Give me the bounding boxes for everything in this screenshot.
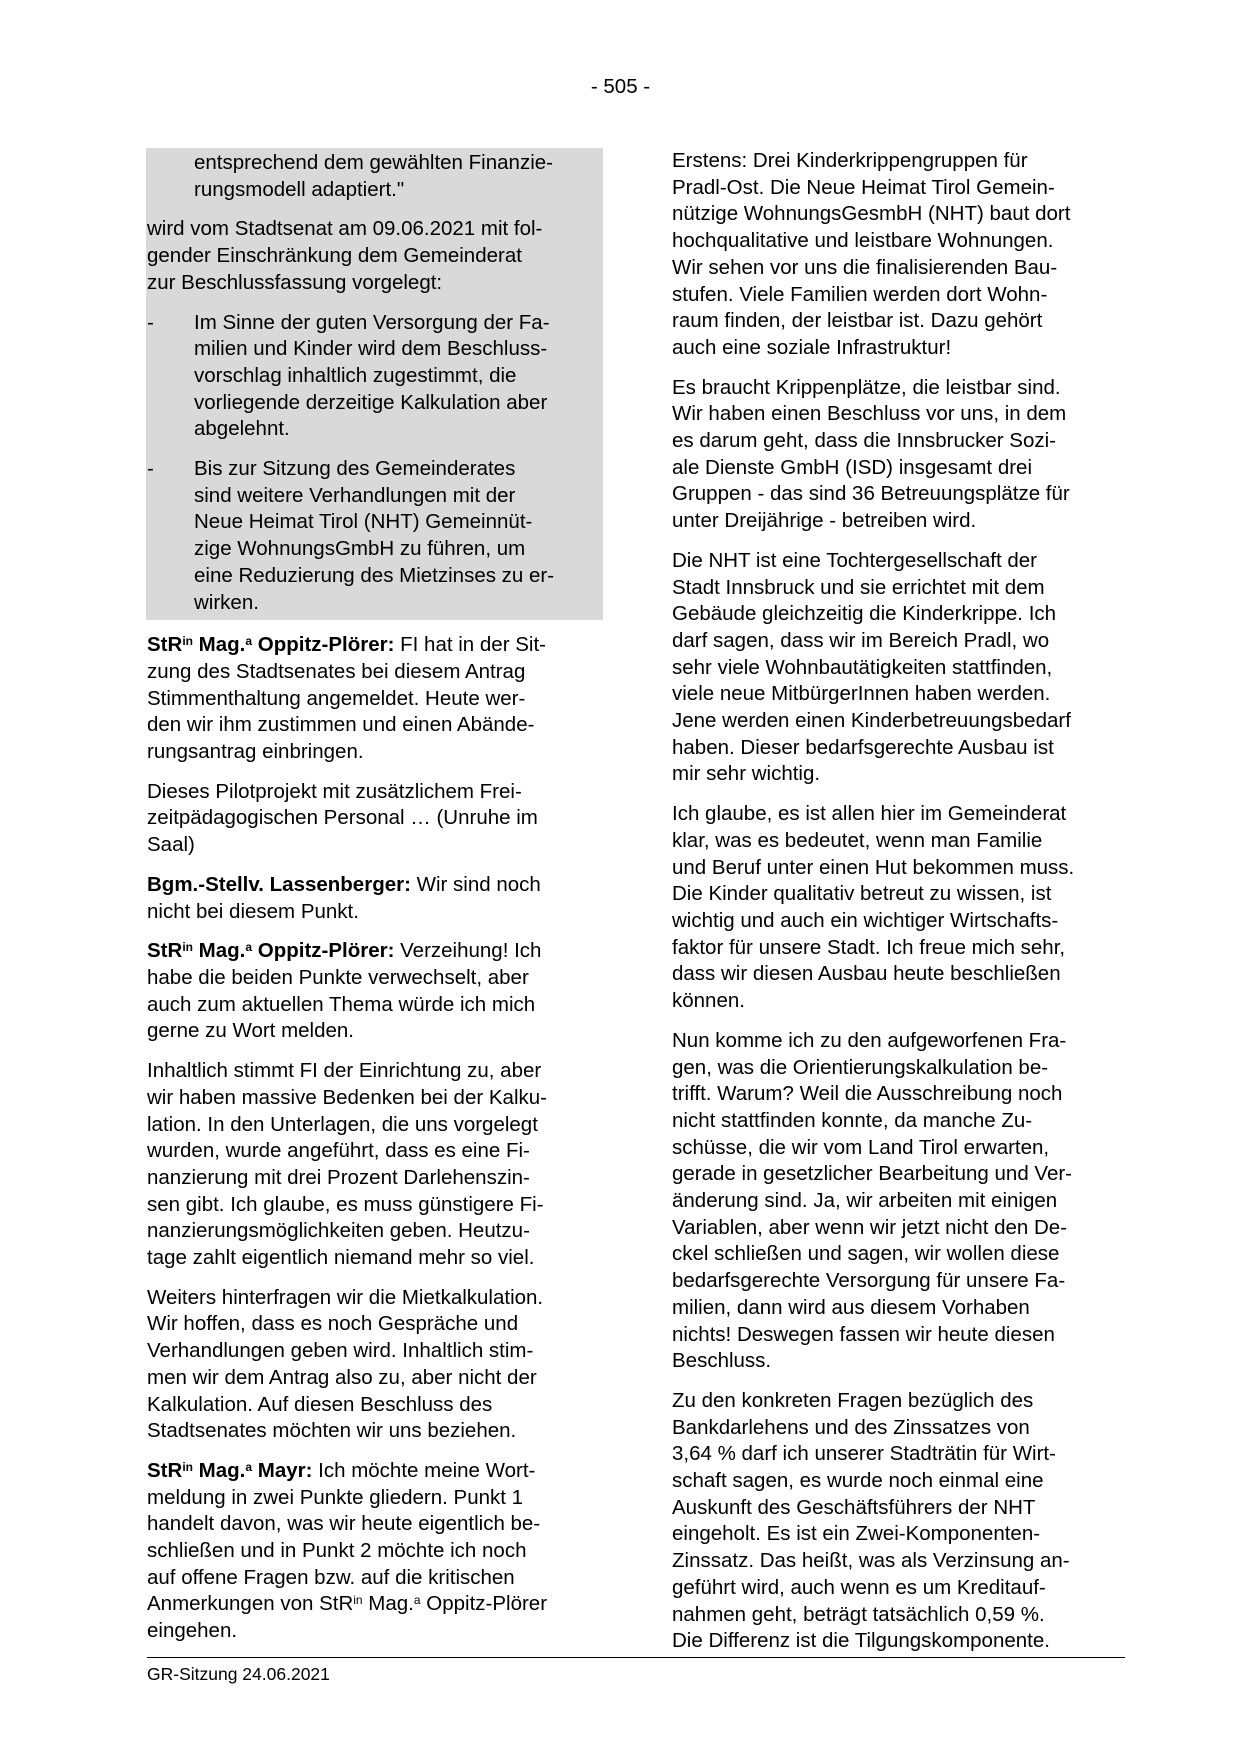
text-line <box>672 855 1124 882</box>
speaker-name-part: Oppitz-Plörer: <box>252 633 395 657</box>
text-line <box>147 632 599 659</box>
text-segment: eingeholt. Es ist ein Zwei-Komponenten- <box>672 1522 1041 1546</box>
text-segment: nanzierung mit drei Prozent Darlehenszin- <box>147 1165 530 1189</box>
text-line <box>672 228 1124 255</box>
text-segment: vorschlag inhaltlich zugestimmt, die <box>194 363 517 387</box>
text-line <box>672 508 1124 535</box>
text-line <box>194 509 599 536</box>
text-segment: sen gibt. Ich glaube, es muss günstigere Fi- <box>147 1192 544 1216</box>
text-line <box>672 401 1124 428</box>
text-segment: es darum geht, dass die Innsbrucker Sozi- <box>672 429 1056 453</box>
text-line <box>194 536 599 563</box>
text-segment: Stadtsenates möchten wir uns beziehen. <box>147 1419 517 1443</box>
text-line <box>672 881 1124 908</box>
text-segment: haben. Dieser bedarfsgerechte Ausbau ist <box>672 735 1054 759</box>
bullet-dash: - <box>147 310 154 334</box>
text-segment: ckel schließen und sagen, wir wollen diese <box>672 1242 1060 1266</box>
text-line <box>147 1591 599 1618</box>
text-segment: Ich möchte meine Wort- <box>312 1458 536 1482</box>
text-segment: sehr viele Wohnbautätigkeiten stattfinden, <box>672 655 1053 679</box>
text-line <box>147 832 599 859</box>
text-segment: gen, was die Orientierungskalkulation be- <box>672 1055 1049 1079</box>
text-segment: eingehen. <box>147 1619 238 1643</box>
text-line <box>672 1548 1124 1575</box>
text-line <box>672 1215 1124 1242</box>
text-segment: ale Dienste GmbH (ISD) insgesamt drei <box>672 455 1033 479</box>
text-segment: Zu den konkreten Fragen bezüglich des <box>672 1388 1034 1412</box>
text-segment: Anmerkungen von StR <box>147 1592 354 1616</box>
text-line <box>147 1112 599 1139</box>
text-segment: FI hat in der Sit- <box>394 633 546 657</box>
text-line <box>672 1241 1124 1268</box>
text-segment: Bis zur Sitzung des Gemeinderates <box>194 457 516 481</box>
text-segment: Gebäude gleichzeitig die Kinderkrippe. Ich <box>672 602 1057 626</box>
text-line <box>147 270 599 297</box>
text-line <box>194 363 599 390</box>
text-segment: mir sehr wichtig. <box>672 762 821 786</box>
text-segment: nichts! Deswegen fassen wir heute diesen <box>672 1322 1055 1346</box>
text-line <box>672 628 1124 655</box>
text-line <box>147 1285 599 1312</box>
text-segment: Stadt Innsbruck und sie errichtet mit dem <box>672 575 1045 599</box>
text-segment: Gruppen - das sind 36 Betreuungsplätze für <box>672 482 1070 506</box>
text-segment: Wir sehen vor uns die finalisierenden Bau- <box>672 255 1058 279</box>
text-segment: unter Dreijährige - betreiben wird. <box>672 509 977 533</box>
text-line <box>147 1418 599 1445</box>
text-line <box>672 1575 1124 1602</box>
text-line <box>147 992 599 1019</box>
text-segment: rungsmodell adaptiert." <box>194 177 405 201</box>
superscript: a <box>245 1459 253 1474</box>
text-segment: Ich glaube, es ist allen hier im Gemeinderat <box>672 802 1067 826</box>
text-line <box>672 1388 1124 1415</box>
text-line <box>672 481 1124 508</box>
text-segment: hochqualitative und leistbare Wohnungen. <box>672 229 1054 253</box>
text-segment: Wir sind noch <box>410 872 541 896</box>
text-line <box>672 1415 1124 1442</box>
speaker-name-part: Oppitz-Plörer: <box>252 939 395 963</box>
text-line <box>147 965 599 992</box>
text-segment: Inhaltlich stimmt FI der Einrichtung zu, aber <box>147 1059 542 1083</box>
text-segment: zur Beschlussfassung vorgelegt: <box>147 270 443 294</box>
text-segment: stufen. Viele Familien werden dort Wohn- <box>672 282 1048 306</box>
text-segment: Nun komme ich zu den aufgeworfenen Fra- <box>672 1028 1067 1052</box>
speaker-name-part: Bgm.-Stellv. Lassenberger: <box>147 872 411 896</box>
text-segment: Bankdarlehens und des Zinssatzes von <box>672 1415 1030 1439</box>
text-line <box>672 1295 1124 1322</box>
text-line <box>672 282 1124 309</box>
superscript: a <box>245 940 253 955</box>
text-line <box>147 1165 599 1192</box>
text-segment: nützige WohnungsGesmbH (NHT) baut dort <box>672 202 1071 226</box>
text-line <box>672 1441 1124 1468</box>
text-segment: rungsantrag einbringen. <box>147 740 364 764</box>
text-line <box>147 1485 599 1512</box>
text-line <box>147 1618 599 1645</box>
text-segment: Saal) <box>147 833 195 857</box>
text-line <box>194 177 599 204</box>
speaker-name-part: StR <box>147 633 183 657</box>
right-column <box>672 148 1124 1668</box>
text-segment: abgelehnt. <box>194 417 290 441</box>
text-line <box>672 655 1124 682</box>
text-line <box>672 681 1124 708</box>
text-line <box>672 761 1124 788</box>
text-line <box>147 1338 599 1365</box>
text-segment: trifft. Warum? Weil die Ausschreibung noch <box>672 1082 1063 1106</box>
text-segment: klar, was es bedeutet, wenn man Familie <box>672 828 1043 852</box>
text-segment: Stimmenthaltung angemeldet. Heute wer- <box>147 686 526 710</box>
text-segment: bedarfsgerechte Versorgung für unsere Fa- <box>672 1269 1066 1293</box>
text-segment: faktor für unsere Stadt. Ich freue mich sehr, <box>672 935 1066 959</box>
text-segment: wird vom Stadtsenat am 09.06.2021 mit fol- <box>147 217 543 241</box>
text-segment: schaft sagen, es wurde noch einmal eine <box>672 1469 1044 1493</box>
text-line <box>194 416 599 443</box>
text-segment: milien und Kinder wird dem Beschluss- <box>194 337 548 361</box>
text-segment: meldung in zwei Punkte gliedern. Punkt 1 <box>147 1485 524 1509</box>
text-segment: Verzeihung! Ich <box>394 939 542 963</box>
text-segment: zige WohnungsGmbH zu führen, um <box>194 537 526 561</box>
text-segment: Auskunft des Geschäftsführers der NHT <box>672 1495 1036 1519</box>
footer-session-date: GR-Sitzung 24.06.2021 <box>147 1664 330 1684</box>
paragraph <box>147 1058 599 1272</box>
text-segment: wurden, wurde angeführt, dass es eine Fi- <box>147 1139 530 1163</box>
text-line <box>672 601 1124 628</box>
text-line <box>672 548 1124 575</box>
paragraph <box>672 548 1124 788</box>
speaker-paragraph <box>147 938 599 1045</box>
paragraph <box>147 1285 599 1445</box>
text-segment: zung des Stadtsenates bei diesem Antrag <box>147 659 526 683</box>
text-segment: nicht stattfinden konnte, da manche Zu- <box>672 1108 1033 1132</box>
superscript: in <box>182 1459 193 1474</box>
speaker-paragraph <box>147 632 599 766</box>
text-line <box>672 1495 1124 1522</box>
text-line <box>672 1602 1124 1629</box>
paragraph <box>147 779 599 859</box>
text-line <box>147 899 599 926</box>
text-line <box>672 1108 1124 1135</box>
text-segment: wichtig und auch ein wichtiger Wirtschafts- <box>672 908 1059 932</box>
text-segment: Wir haben einen Beschluss vor uns, in dem <box>672 402 1067 426</box>
text-line <box>672 255 1124 282</box>
text-segment: Variablen, aber wenn wir jetzt nicht den De- <box>672 1215 1068 1239</box>
text-line <box>194 563 599 590</box>
text-line <box>147 1192 599 1219</box>
text-line <box>672 428 1124 455</box>
text-line <box>672 1161 1124 1188</box>
text-line <box>672 308 1124 335</box>
speaker-name-part: Mag. <box>192 633 246 657</box>
text-line <box>147 1138 599 1165</box>
text-segment: Zinssatz. Das heißt, was als Verzinsung an- <box>672 1549 1070 1573</box>
speaker-name-part: Mag. <box>192 1458 246 1482</box>
text-segment: Jene werden einen Kinderbetreuungsbedarf <box>672 709 1071 733</box>
text-line <box>147 1392 599 1419</box>
bullet-item <box>147 310 599 444</box>
text-segment: auf offene Fragen bzw. auf die kritischen <box>147 1565 515 1589</box>
text-line <box>147 1458 599 1485</box>
text-line <box>672 708 1124 735</box>
text-line <box>672 455 1124 482</box>
text-segment: Kalkulation. Auf diesen Beschluss des <box>147 1392 493 1416</box>
text-segment: viele neue MitbürgerInnen haben werden. <box>672 682 1051 706</box>
left-paragraphs <box>147 632 599 1645</box>
text-segment: 3,64 % darf ich unserer Stadträtin für Wirt- <box>672 1442 1056 1466</box>
text-line <box>672 175 1124 202</box>
text-line <box>194 310 599 337</box>
text-line <box>672 988 1124 1015</box>
quoted-motion-box <box>146 148 603 620</box>
text-line <box>147 1085 599 1112</box>
text-segment: können. <box>672 989 745 1013</box>
text-segment: wirken. <box>194 590 259 614</box>
text-line <box>672 335 1124 362</box>
text-segment: Weiters hinterfragen wir die Mietkalkulation. <box>147 1285 544 1309</box>
text-line <box>147 805 599 832</box>
text-segment: milien, dann wird aus diesem Vorhaben <box>672 1295 1030 1319</box>
text-segment: nahmen geht, beträgt tatsächlich 0,59 %. <box>672 1602 1045 1626</box>
text-segment: darf sagen, dass wir im Bereich Pradl, wo <box>672 628 1050 652</box>
speaker-name-part: Mayr: <box>252 1458 313 1482</box>
paragraph <box>147 150 599 203</box>
text-segment: tage zahlt eigentlich niemand mehr so viel. <box>147 1246 535 1270</box>
text-line <box>147 1218 599 1245</box>
text-line <box>672 1521 1124 1548</box>
paragraph <box>672 375 1124 535</box>
superscript: in <box>353 1593 363 1608</box>
left-column <box>147 148 599 1658</box>
text-line <box>194 456 599 483</box>
text-segment: schließen und in Punkt 2 möchte ich noch <box>147 1539 527 1563</box>
text-segment: änderung sind. Ja, wir arbeiten mit einigen <box>672 1189 1058 1213</box>
superscript: a <box>245 634 253 649</box>
bullet-dash: - <box>147 457 154 481</box>
text-segment: handelt davon, was wir heute eigentlich be- <box>147 1512 541 1536</box>
text-segment: zeitpädagogischen Personal … (Unruhe im <box>147 806 538 830</box>
text-segment: Die NHT ist eine Tochtergesellschaft der <box>672 548 1037 572</box>
text-segment: auch zum aktuellen Thema würde ich mich <box>147 992 536 1016</box>
text-segment: lation. In den Unterlagen, die uns vorgelegt <box>147 1112 538 1136</box>
superscript: a <box>413 1593 421 1608</box>
text-line <box>194 590 599 617</box>
text-segment: geführt wird, auch wenn es um Kreditauf- <box>672 1575 1046 1599</box>
text-line <box>194 483 599 510</box>
text-segment: den wir ihm zustimmen und einen Abände- <box>147 713 535 737</box>
text-line <box>672 375 1124 402</box>
speaker-name-part: Mag. <box>192 939 246 963</box>
text-segment: nicht bei diesem Punkt. <box>147 899 359 923</box>
text-segment: men wir dem Antrag also zu, aber nicht der <box>147 1365 537 1389</box>
text-segment: raum finden, der leistbar ist. Dazu gehört <box>672 309 1043 333</box>
superscript: in <box>182 634 193 649</box>
text-line <box>672 1268 1124 1295</box>
text-line <box>147 243 599 270</box>
paragraph <box>147 216 599 296</box>
text-line <box>672 1468 1124 1495</box>
text-segment: sind weitere Verhandlungen mit der <box>194 483 516 507</box>
page-number: - 505 - <box>590 75 651 98</box>
text-segment: Dieses Pilotprojekt mit zusätzlichem Frei- <box>147 779 522 803</box>
text-line <box>672 961 1124 988</box>
text-segment: Im Sinne der guten Versorgung der Fa- <box>194 310 550 334</box>
paragraph <box>672 1028 1124 1375</box>
text-segment: gerade in gesetzlicher Bearbeitung und Ver- <box>672 1162 1073 1186</box>
text-segment: schüsse, die wir vom Land Tirol erwarten, <box>672 1135 1050 1159</box>
speaker-paragraph <box>147 1458 599 1645</box>
text-line <box>147 712 599 739</box>
text-segment: Mag. <box>362 1592 414 1616</box>
text-segment: Wir hoffen, dass es noch Gespräche und <box>147 1312 519 1336</box>
text-segment: gender Einschränkung dem Gemeinderat <box>147 244 522 268</box>
text-segment: und Beruf unter einen Hut bekommen muss. <box>672 855 1075 879</box>
speaker-name-part: StR <box>147 1458 183 1482</box>
text-segment: auch eine soziale Infrastruktur! <box>672 335 952 359</box>
text-line <box>147 1538 599 1565</box>
text-line <box>672 1081 1124 1108</box>
text-line <box>147 1511 599 1538</box>
paragraph <box>672 148 1124 362</box>
text-line <box>147 1565 599 1592</box>
speaker-paragraph <box>147 872 599 925</box>
text-line <box>672 1348 1124 1375</box>
text-line <box>672 575 1124 602</box>
speaker-name-part: StR <box>147 939 183 963</box>
text-line <box>672 1628 1124 1655</box>
text-line <box>672 148 1124 175</box>
text-line <box>147 1245 599 1272</box>
footer-divider <box>147 1657 1125 1658</box>
text-line <box>672 1028 1124 1055</box>
text-line <box>147 1018 599 1045</box>
text-line <box>194 390 599 417</box>
text-segment: Erstens: Drei Kinderkrippengruppen für <box>672 149 1028 172</box>
text-line <box>194 150 599 177</box>
text-segment: Beschluss. <box>672 1349 772 1373</box>
text-line <box>672 1055 1124 1082</box>
text-line <box>147 686 599 713</box>
text-line <box>147 659 599 686</box>
text-line <box>147 1311 599 1338</box>
text-line <box>672 201 1124 228</box>
text-line <box>672 1188 1124 1215</box>
text-line <box>672 935 1124 962</box>
text-segment: nanzierungsmöglichkeiten geben. Heutzu- <box>147 1219 530 1243</box>
text-line <box>147 1365 599 1392</box>
text-line <box>672 735 1124 762</box>
text-line <box>672 801 1124 828</box>
text-line <box>147 872 599 899</box>
bullet-item <box>147 456 599 616</box>
text-line <box>147 216 599 243</box>
text-segment: gerne zu Wort melden. <box>147 1019 355 1043</box>
text-segment: eine Reduzierung des Mietzinses zu er- <box>194 563 555 587</box>
text-line <box>147 739 599 766</box>
text-line <box>672 828 1124 855</box>
text-line <box>147 779 599 806</box>
superscript: in <box>182 940 193 955</box>
paragraph <box>672 1388 1124 1655</box>
text-segment: Pradl-Ost. Die Neue Heimat Tirol Gemein- <box>672 175 1055 199</box>
text-segment: Die Differenz ist die Tilgungskomponente. <box>672 1629 1050 1653</box>
text-segment: Verhandlungen geben wird. Inhaltlich stim- <box>147 1339 534 1363</box>
text-line <box>672 1322 1124 1349</box>
text-segment: habe die beiden Punkte verwechselt, aber <box>147 965 529 989</box>
text-segment: Es braucht Krippenplätze, die leistbar sind. <box>672 375 1061 399</box>
text-line <box>147 1058 599 1085</box>
text-segment: Oppitz-Plörer <box>420 1592 548 1616</box>
paragraph <box>672 801 1124 1015</box>
text-segment: dass wir diesen Ausbau heute beschließen <box>672 962 1061 986</box>
text-line <box>147 938 599 965</box>
text-segment: vorliegende derzeitige Kalkulation aber <box>194 390 548 414</box>
text-line <box>672 1135 1124 1162</box>
text-segment: entsprechend dem gewählten Finanzie- <box>194 151 553 174</box>
text-line <box>194 336 599 363</box>
text-segment: Neue Heimat Tirol (NHT) Gemeinnüt- <box>194 510 533 534</box>
text-segment: wir haben massive Bedenken bei der Kalku- <box>147 1085 547 1109</box>
text-line <box>672 908 1124 935</box>
text-segment: Die Kinder qualitativ betreut zu wissen, ist <box>672 882 1052 906</box>
